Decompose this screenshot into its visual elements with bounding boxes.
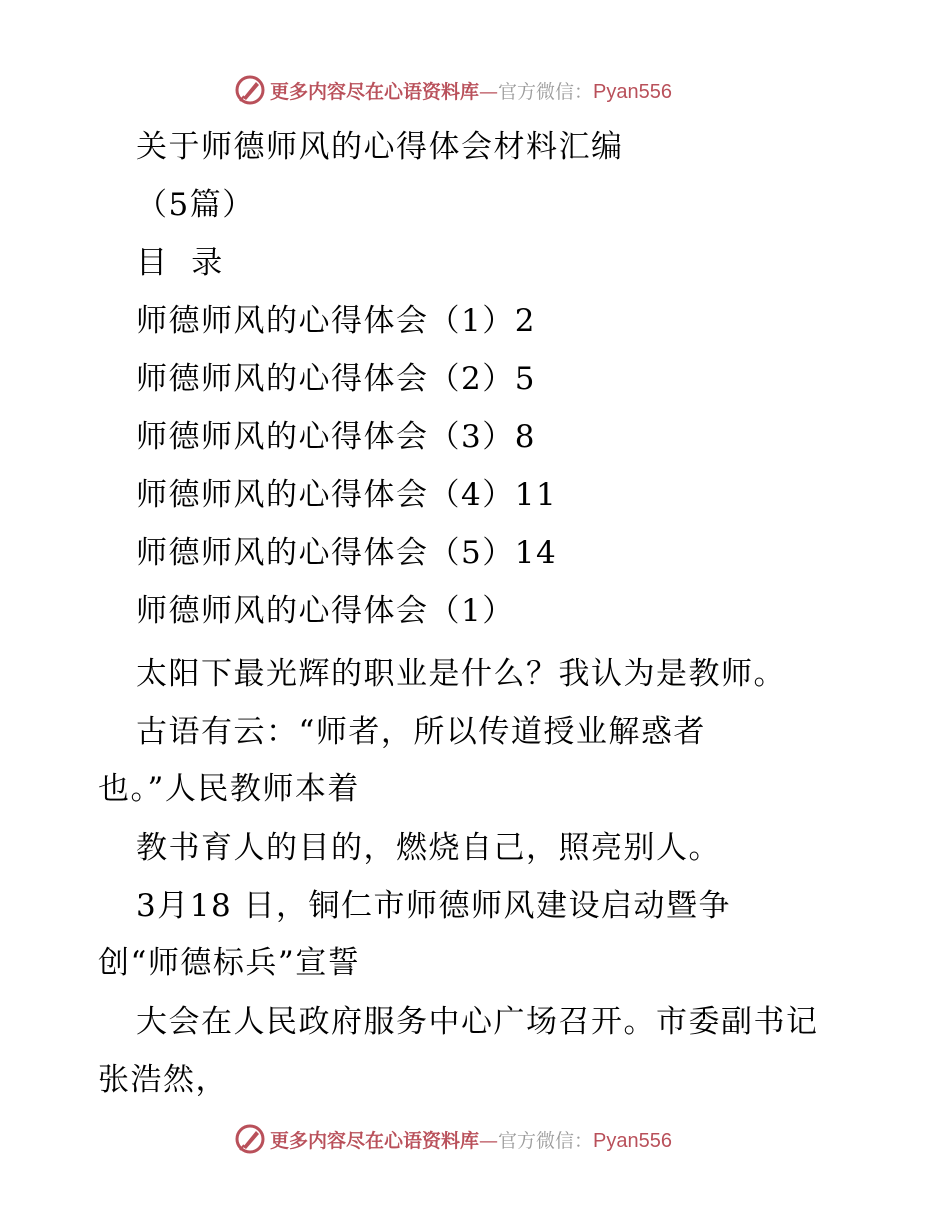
banner-wechat-id: Pyan556 — [593, 80, 672, 103]
banner-main-text: 更多内容尽在心语资料库 — [270, 1129, 480, 1152]
body-line-1: 太阳下最光辉的职业是什么？我认为是教师。 — [136, 656, 786, 692]
body-line-3: 也。”人民教师本着 — [98, 771, 360, 807]
body-line-8: 张浩然， — [98, 1062, 228, 1098]
banner-dash: — — [479, 1129, 499, 1152]
body-line-2: 古语有云：“师者，所以传道授业解惑者 — [136, 714, 706, 750]
section-heading: 师德师风的心得体会（1） — [136, 593, 515, 629]
banner-text — [270, 1126, 672, 1153]
body-line-6: 创“师德标兵”宣誓 — [98, 945, 361, 981]
toc-item-1: 师德师风的心得体会（1）2 — [136, 303, 536, 339]
header-banner — [234, 72, 714, 108]
body-line-5: 3月18 日，铜仁市师德师风建设启动暨争 — [136, 888, 732, 924]
banner-official-label: 官方微信： — [498, 1129, 594, 1152]
footer-banner — [234, 1121, 714, 1157]
banner-dash: — — [479, 80, 499, 103]
toc-heading: 目 录 — [136, 245, 224, 281]
document-title: 关于师德师风的心得体会材料汇编 — [136, 129, 624, 165]
body-line-7: 大会在人民政府服务中心广场召开。市委副书记 — [136, 1004, 819, 1040]
banner-official-label: 官方微信： — [498, 80, 594, 103]
banner-wechat-id: Pyan556 — [593, 1129, 672, 1152]
banner-text — [270, 77, 672, 104]
toc-item-2: 师德师风的心得体会（2）5 — [136, 361, 536, 397]
quill-logo-icon — [234, 74, 266, 106]
banner-main-text: 更多内容尽在心语资料库 — [270, 80, 480, 103]
body-line-4: 教书育人的目的，燃烧自己，照亮别人。 — [136, 830, 721, 866]
document-subtitle: （5篇） — [136, 187, 255, 223]
toc-item-5: 师德师风的心得体会（5）14 — [136, 535, 558, 571]
toc-item-4: 师德师风的心得体会（4）11 — [136, 477, 558, 513]
quill-logo-icon — [234, 1123, 266, 1155]
toc-item-3: 师德师风的心得体会（3）8 — [136, 419, 536, 455]
